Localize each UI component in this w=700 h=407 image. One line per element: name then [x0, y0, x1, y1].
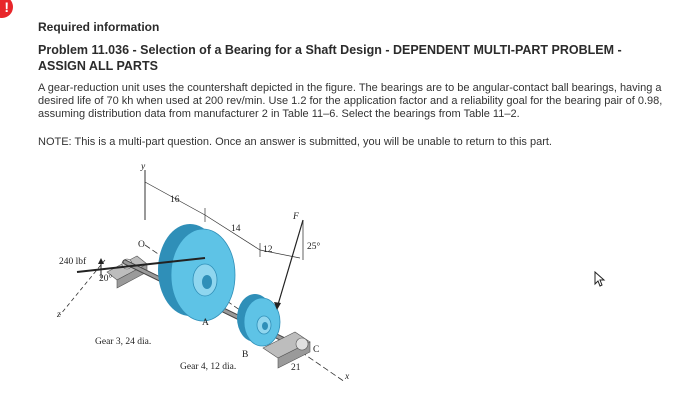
multi-part-note: NOTE: This is a multi-part question. Once an answer is submitted, you will be unable to return to this part. — [38, 136, 552, 148]
point-c-label: C — [313, 345, 320, 355]
gear-3 — [158, 224, 235, 321]
z-axis-line — [60, 260, 105, 315]
dimension-16-label: 16 — [170, 195, 180, 205]
dimension-12-label: 12 — [263, 245, 273, 255]
force-f-arrow — [274, 220, 303, 310]
gear-4-label: Gear 4, 12 dia. — [180, 362, 237, 372]
point-a-label: A — [202, 318, 209, 328]
dimension-14-label: 14 — [231, 224, 241, 234]
required-information-heading: Required information — [38, 20, 160, 34]
gear-4 — [237, 294, 280, 346]
angle-20-label: 20° — [99, 274, 113, 284]
x-axis-label: x — [345, 372, 350, 382]
mouse-cursor-icon — [594, 271, 606, 292]
force-f-label: F — [293, 212, 299, 222]
alert-icon: ! — [0, 0, 13, 18]
angle-25-label: 25° — [307, 242, 321, 252]
force-240-label: 240 lbf — [59, 257, 87, 267]
dimension-21-label: 21 — [291, 363, 301, 373]
y-axis-label: y — [141, 162, 146, 172]
problem-title: Problem 11.036 - Selection of a Bearing for a Shaft Design - DEPENDENT MULTI-PART PROBLEM - ASSIGN ALL PARTS — [38, 43, 622, 73]
z-axis-label: z — [57, 310, 61, 320]
point-b-label: B — [242, 350, 249, 360]
gear-3-label: Gear 3, 24 dia. — [95, 337, 152, 347]
point-o-label: O — [138, 240, 145, 250]
countershaft-figure — [55, 160, 365, 395]
problem-statement: A gear-reduction unit uses the countershaft depicted in the figure. The bearings are to be angular-contact ball bearings, having a desired life of 70 kh when used at 200 rev/min. Use 1.2 for the application factor and a reliability goal for the bearing pair of 0.98, assuming distribution data from manufacturer 2 in Table 11–6. Select the bearings from Table 11–2. — [38, 82, 663, 120]
